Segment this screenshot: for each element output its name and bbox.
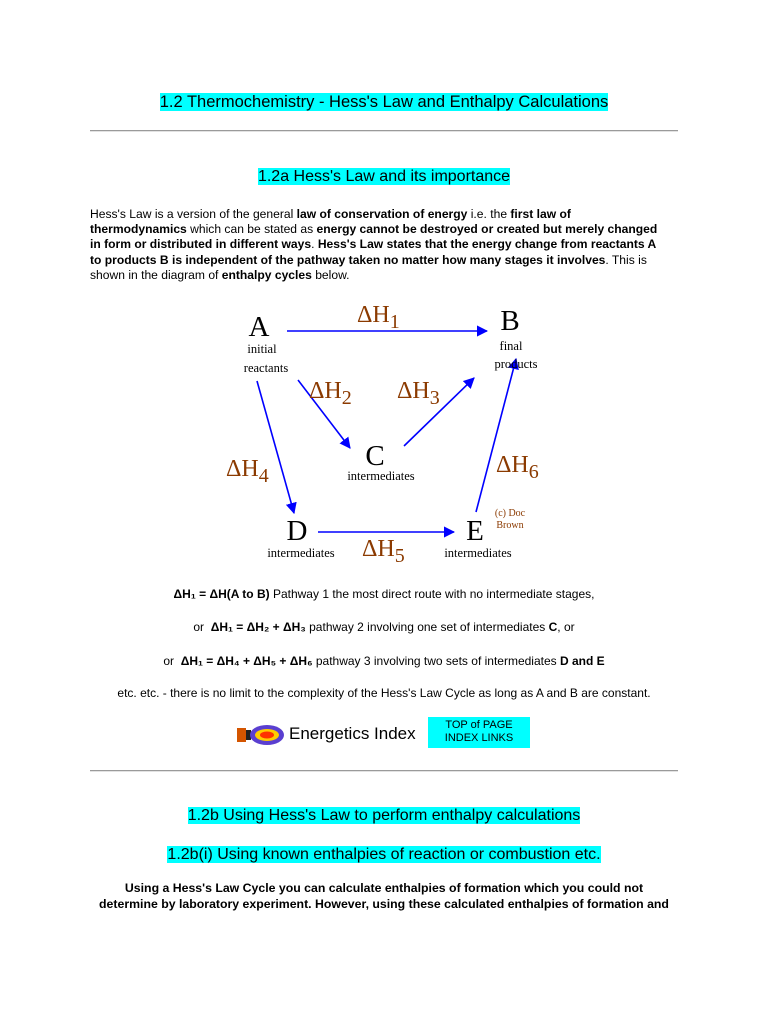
node-e: E [466, 515, 484, 547]
delta-h2-label: $\Delta H_2$ [309, 378, 352, 409]
equation-lhs: ΔH₁ = ΔH(A to B) [173, 587, 270, 601]
intro-bold: energy cannot be destroyed or created but merely changed in form or distributed in different ways [90, 222, 658, 252]
intro-text: i.e. the [467, 207, 511, 221]
intro-text: which can be stated as [186, 222, 317, 237]
top-links-line-2: INDEX LINKS [444, 732, 514, 744]
closing-paragraph [90, 881, 678, 912]
section-heading-1-2b [0, 806, 768, 826]
equation-text: Pathway 1 the most direct route with no intermediate stages, [269, 587, 595, 601]
energetics-logo-icon [237, 722, 289, 748]
section-title: Using known enthalpies of reaction or combustion etc. [217, 846, 601, 863]
arrow-a-to-d [257, 381, 294, 513]
intro-text: below. [311, 267, 350, 282]
delta-h1-label: $\Delta H_1$ [357, 302, 400, 333]
page-title-number: 1.2 [159, 93, 183, 111]
arrow-e-to-b [476, 359, 516, 512]
node-b: B [500, 305, 520, 337]
label-initial: initial [247, 342, 277, 356]
equation-tail: , or [557, 620, 575, 634]
intro-text: . [311, 237, 318, 252]
section-title: Using Hess's Law to perform enthalpy calculations [223, 807, 581, 824]
equation-pathway-3 [0, 654, 768, 669]
equation-lhs: ΔH₁ = ΔH₂ + ΔH₃ [210, 620, 306, 634]
equation-pathway-2 [0, 620, 768, 635]
credit-line-1: (c) Doc [494, 508, 526, 519]
intro-bold: Hess's Law states that the energy change from reactants A to products B is independent of the pathway taken no matter how many stages it involves [90, 237, 656, 267]
delta-h4-label: $\Delta H_4$ [226, 456, 269, 487]
intro-bold: law of conservation of energy [296, 207, 468, 221]
intro-bold: first law of thermodynamics [90, 207, 571, 237]
label-intermediates-c: intermediates [347, 469, 415, 483]
closing-line: Using a Hess's Law Cycle you can calculate enthalpies of formation which you could not [124, 881, 644, 895]
delta-h6-label: $\Delta H_6$ [496, 452, 539, 483]
intro-bold: enthalpy cycles [221, 267, 312, 282]
label-intermediates-d: intermediates [267, 546, 335, 560]
equation-or: or [193, 620, 211, 634]
delta-h3-label: $\Delta H_3$ [397, 378, 440, 409]
equation-or: or [163, 654, 181, 668]
section-number: 1.2b(i) [167, 846, 213, 863]
equation-pathway-1 [0, 587, 768, 602]
section-number: 1.2b [187, 807, 219, 824]
section-title: Hess's Law and its importance [293, 168, 511, 185]
label-reactants: reactants [243, 361, 289, 375]
equation-text: pathway 3 involving two sets of intermediates [312, 654, 560, 668]
top-links-line-1: TOP of PAGE [445, 719, 513, 731]
equation-tail-bold: D and E [559, 654, 605, 668]
equation-note: etc. etc. - there is no limit to the complexity of the Hess's Law Cycle as long as A and B are constant. [117, 686, 651, 700]
section-number: 1.2a [257, 168, 290, 185]
intro-text: Hess's Law is a version of the general [90, 207, 297, 221]
label-final: final [499, 339, 523, 353]
top-of-page-index-links-button[interactable] [428, 717, 530, 748]
energetics-index-link[interactable] [237, 722, 421, 748]
closing-line: determine by laboratory experiment. However, using these calculated enthalpies of formation and [99, 896, 669, 911]
equation-text: pathway 2 involving one set of intermediates [305, 620, 549, 634]
divider [90, 770, 678, 772]
label-intermediates-e: intermediates [444, 546, 512, 560]
equation-lhs: ΔH₁ = ΔH₄ + ΔH₅ + ΔH₆ [180, 654, 313, 668]
node-d: D [286, 515, 308, 547]
credit-line-2: Brown [496, 520, 524, 531]
energetics-index-label: Energetics Index [289, 724, 416, 743]
label-products: products [494, 357, 538, 371]
equation-tail-bold: C [548, 620, 558, 634]
intro-text: . This is shown in the diagram of [90, 252, 647, 282]
delta-h5-label: $\Delta H_5$ [362, 536, 405, 567]
node-a: A [248, 311, 270, 343]
page-title-text: Thermochemistry - Hess's Law and Enthalpy Calculations [186, 93, 609, 111]
section-heading-1-2b-i [0, 845, 768, 865]
node-c: C [365, 440, 385, 472]
